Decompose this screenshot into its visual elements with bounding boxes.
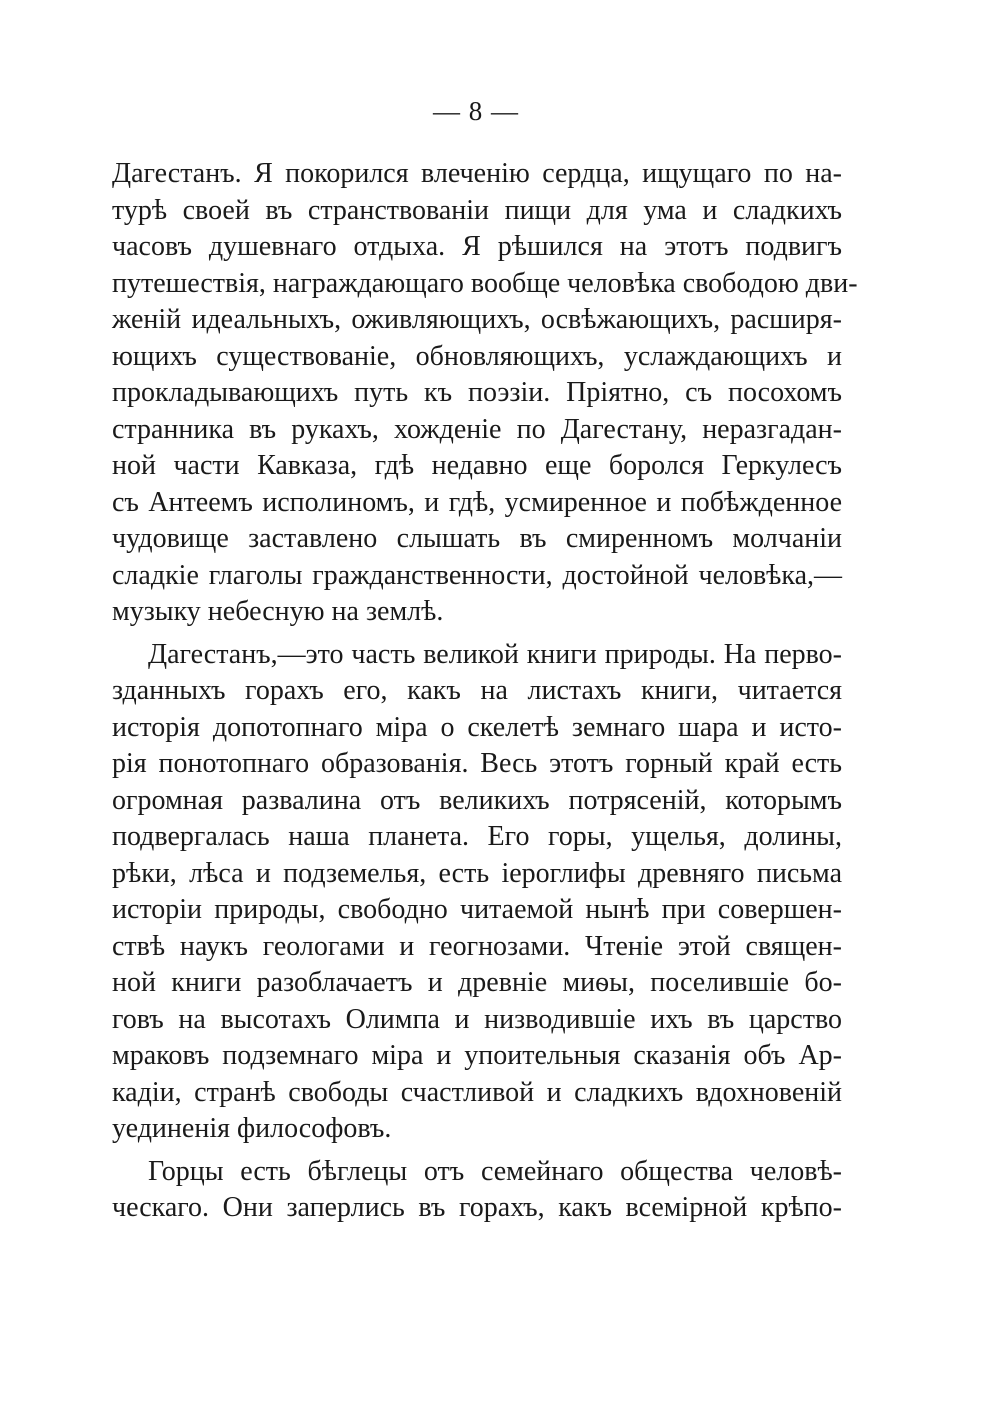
text-line: турѣ своей въ странствованіи пищи для ума и сладкихъ	[112, 194, 842, 226]
paragraph-3	[112, 1154, 842, 1227]
text-line: кадіи, странѣ свободы счастливой и сладкихъ вдохновеній	[112, 1076, 842, 1108]
text-line: зданныхъ горахъ его, какъ на листахъ книги, читается	[112, 675, 842, 706]
page-number: — 8 —	[433, 96, 519, 126]
text-line: ной части Кавказа, гдѣ недавно еще боролся Геркулесъ	[112, 450, 842, 481]
text-line: подвергалась наша планета. Его горы, ущелья, долины,	[112, 821, 842, 852]
text-line: музыку небесную на землѣ.	[112, 596, 444, 627]
text-line: ческаго. Они заперлись въ горахъ, какъ всемірной крѣпо-	[112, 1192, 842, 1223]
text-line: женій идеальныхъ, оживляющихъ, освѣжающихъ, расширя-	[112, 304, 842, 335]
text-line: прокладывающихъ путь къ поэзіи. Пріятно, съ посохомъ	[112, 377, 842, 408]
text-line: ющихъ существованіе, обновляющихъ, услаждающихъ и	[112, 340, 842, 372]
text-line: уединенія философовъ.	[112, 1113, 392, 1144]
text-line: мраковъ подземнаго міра и упоительныя сказанія объ Ар-	[112, 1040, 842, 1071]
text-line: съ Антеемъ исполиномъ, и гдѣ, усмиренное и побѣжденное	[112, 486, 842, 518]
text-line: ствѣ наукъ геологами и геогнозами. Чтеніе этой священ-	[112, 930, 842, 962]
paragraph-1	[112, 156, 858, 631]
text-line: исторія допотопнаго міра о скелетѣ земнаго шара и исто-	[112, 711, 842, 743]
text-line: сладкіе глаголы гражданственности, достойной человѣка,—	[112, 559, 842, 591]
text-line: путешествія, награждающаго вообще человѣка свободою дви-	[112, 267, 858, 299]
text-line: Горцы есть бѣглецы отъ семейнаго общества человѣ-	[148, 1155, 842, 1187]
text-line: рѣки, лѣса и подземелья, есть іероглифы древняго письма	[112, 857, 842, 889]
text-line: странника въ рукахъ, хожденіе по Дагестану, неразгадан-	[112, 413, 842, 445]
text-line: исторіи природы, свободно читаемой нынѣ при совершен-	[112, 894, 842, 925]
paragraph-2	[112, 637, 842, 1148]
text-line: чудовище заставлено слышать въ смиренномъ молчаніи	[112, 523, 842, 554]
text-line: ной книги разоблачаетъ и древніе миѳы, поселившіе бо-	[112, 967, 842, 998]
text-line: часовъ душевнаго отдыха. Я рѣшился на этотъ подвигъ	[112, 231, 842, 262]
text-line: рія понотопнаго образованія. Весь этотъ горный край есть	[112, 748, 842, 779]
text-line: Дагестанъ,—это часть великой книги природы. На перво-	[148, 638, 842, 670]
text-line: Дагестанъ. Я покорился влеченію сердца, ищущаго по на-	[112, 158, 842, 189]
body-text	[112, 156, 858, 1227]
text-line: говъ на высотахъ Олимпа и низводившіе ихъ въ царство	[112, 1003, 842, 1035]
text-line: огромная развалина отъ великихъ потрясеній, которымъ	[112, 784, 842, 816]
